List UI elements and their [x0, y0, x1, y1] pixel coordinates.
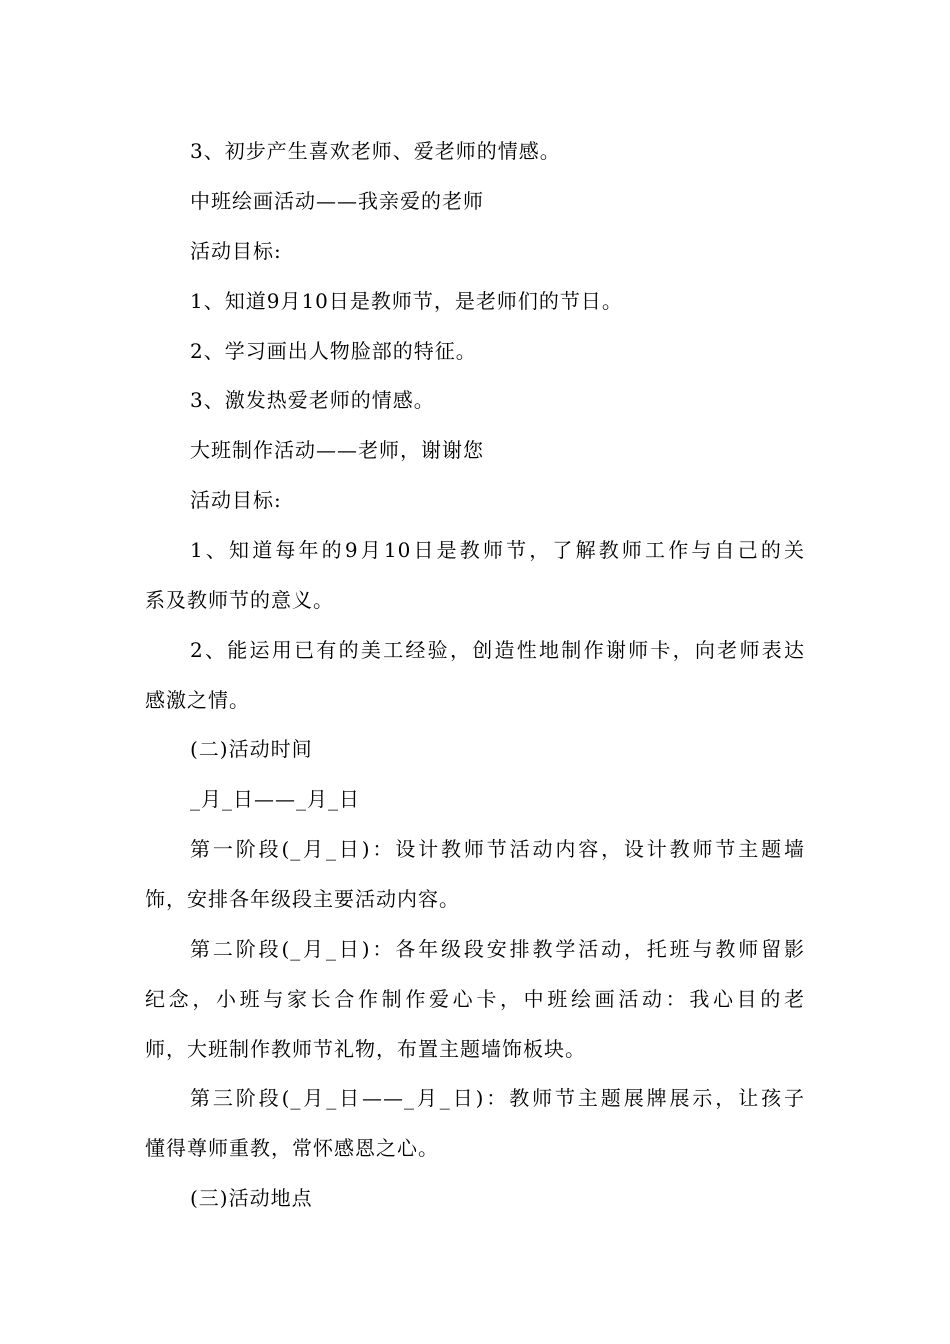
text-line: 3、激发热爱老师的情感。 [190, 388, 435, 412]
text-line: 1、知道每年的9月10日是教师节，了解教师工作与自己的关 [190, 538, 805, 562]
text-line: 师，大班制作教师节礼物，布置主题墙饰板块。 [145, 1037, 586, 1061]
text-line: 2、学习画出人物脸部的特征。 [190, 339, 477, 363]
text-line: 1、知道9月10日是教师节，是老师们的节日。 [190, 289, 623, 313]
text-line: 懂得尊师重教，常怀感恩之心。 [145, 1136, 439, 1160]
text-line: 纪念，小班与家长合作制作爱心卡，中班绘画活动：我心目的老 [145, 987, 805, 1011]
section-heading: (三)活动地点 [190, 1186, 313, 1210]
text-line: 2、能运用已有的美工经验，创造性地制作谢师卡，向老师表达 [190, 638, 805, 662]
section-heading: 中班绘画活动——我亲爱的老师 [190, 189, 484, 213]
text-line: 系及教师节的意义。 [145, 588, 334, 612]
text-line: 感激之情。 [145, 688, 250, 712]
section-heading: (二)活动时间 [190, 737, 313, 761]
text-line: 第三阶段(_月_日——_月_日)：教师节主题展牌展示，让孩子 [190, 1086, 805, 1110]
text-line: 3、初步产生喜欢老师、爱老师的情感。 [190, 139, 561, 163]
text-line: 活动目标: [190, 488, 282, 512]
text-line: 第一阶段(_月_日)：设计教师节活动内容，设计教师节主题墙 [190, 837, 805, 861]
text-line: 活动目标: [190, 239, 282, 263]
text-line: 第二阶段(_月_日)：各年级段安排教学活动，托班与教师留影 [190, 937, 805, 961]
text-line: 饰，安排各年级段主要活动内容。 [145, 887, 460, 911]
section-heading: 大班制作活动——老师，谢谢您 [190, 438, 484, 462]
text-line: _月_日——_月_日 [190, 787, 360, 811]
